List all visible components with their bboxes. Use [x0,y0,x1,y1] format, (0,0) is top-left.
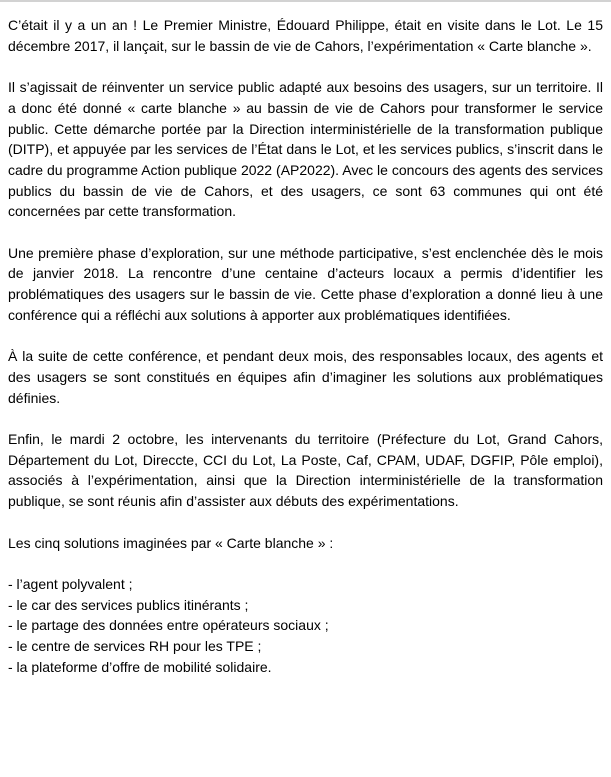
list-item-agent-polyvalent: - l’agent polyvalent ; [8,575,133,592]
paragraph-teams: À la suite de cette conférence, et pendant deux mois, des responsables locaux, des agents et des usagers se sont constitués en équipes afin d’imaginer les solutions aux problématiques définies. [8,348,603,406]
paragraph-intro: C’était il y a un an ! Le Premier Ministre, Édouard Philippe, était en visite dans le Lot. Le 15 décembre 2017, il lançait, sur le bassin de vie de Cahors, l’expérimentation « Carte blanche ». [8,17,603,54]
paragraph-solutions-heading: Les cinq solutions imaginées par « Carte blanche » : [8,534,334,551]
solutions-list [8,574,603,678]
paragraph-context: Il s’agissait de réinventer un service public adapté aux besoins des usagers, sur un territoire. Il a donc été donné « carte blanche » au bassin de vie de Cahors pour transformer le service public. Cette démarche portée par la Direction interministérielle de la transformation publique (DITP), et appuyée par les services de l’État dans le Lot, et les services publics, s’inscrit dans le cadre du programme Action publique 2022 (AP2022). Avec le concours des agents des services publics du bassin de vie de Cahors, et des usagers, ce sont 63 communes qui ont été concernées par cette transformation. [8,79,603,220]
paragraph-launch-meeting: Enfin, le mardi 2 octobre, les intervenants du territoire (Préfecture du Lot, Grand Cahors, Département du Lot, Direccte, CCI du Lot, La Poste, Caf, CPAM, UDAF, DGFIP, Pôle emploi), associés à l’expérimentation, ainsi que la Direction interministérielle de la transformation publique, se sont réunis afin d’assister aux débuts des expérimentations. [8,431,603,510]
list-item-partage-donnees: - le partage des données entre opérateurs sociaux ; [8,617,329,634]
article-body [0,2,611,677]
paragraph-exploration-phase: Une première phase d’exploration, sur une méthode participative, s’est enclenchée dès le mois de janvier 2018. La rencontre d’une centaine d’acteurs locaux a permis d’identifier les problématiques des usagers sur le bassin de vie. Cette phase d’exploration a donné lieu à une conférence qui a réfléchi aux solutions à apporter aux problématiques identifiées. [8,244,603,323]
list-item-centre-rh: - le centre de services RH pour les TPE ; [8,638,262,654]
list-item-car-services-publics: - le car des services publics itinérants ; [8,596,249,613]
list-item-plateforme-mobilite: - la plateforme d’offre de mobilité solidaire. [8,658,272,675]
